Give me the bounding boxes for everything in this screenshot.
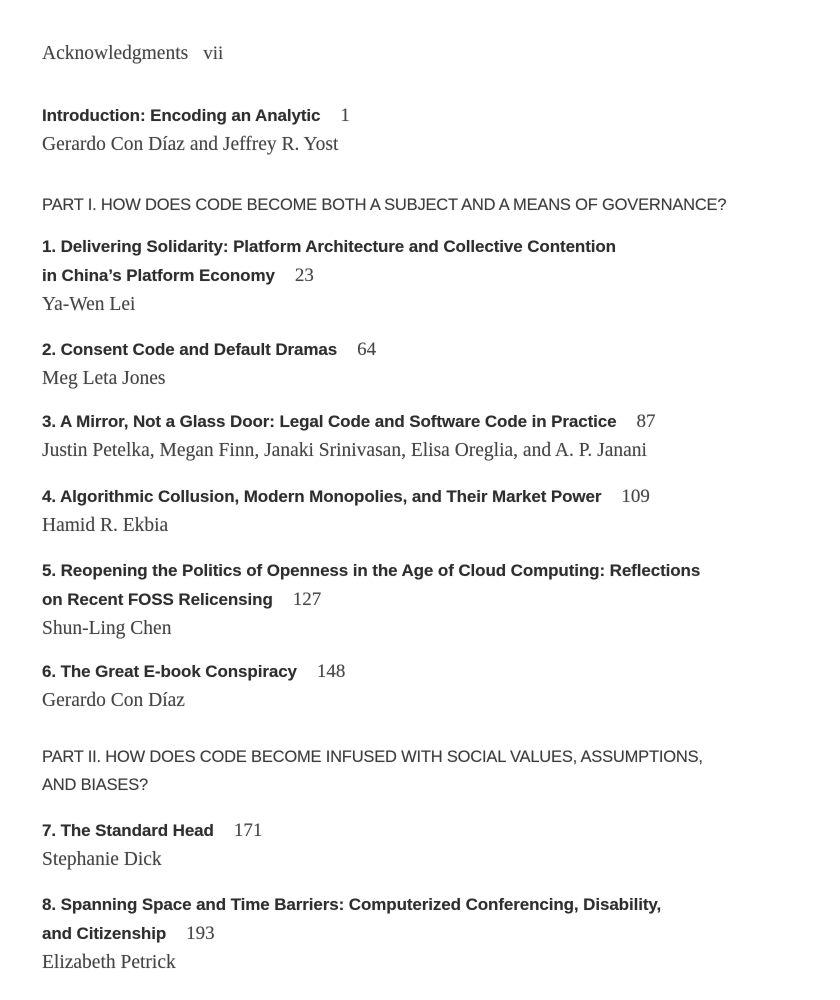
chapter-authors: Stephanie Dick [42, 849, 162, 870]
chapter-title: 4. Algorithmic Collusion, Modern Monopolies, and Their Market Power [42, 487, 602, 506]
chapter-title-continued: on Recent FOSS Relicensing [42, 590, 273, 609]
chapter-title-line [42, 817, 830, 846]
chapter-title: 1. Delivering Solidarity: Platform Architecture and Collective Contention [42, 237, 616, 256]
chapter-title-line [42, 336, 830, 365]
chapter-authors: Justin Petelka, Megan Finn, Janaki Srinivasan, Elisa Oreglia, and A. P. Janani [42, 440, 647, 461]
toc-entry-6 [42, 658, 830, 715]
page-number: 64 [357, 339, 377, 360]
chapter-title-continued: in China’s Platform Economy [42, 266, 275, 285]
chapter-title-line [42, 262, 830, 291]
chapter-authors: Hamid R. Ekbia [42, 515, 169, 536]
frontmatter-page-number: vii [203, 43, 224, 64]
page-number: 193 [186, 923, 215, 944]
chapter-title-line [42, 483, 830, 512]
toc-entry-4 [42, 483, 830, 540]
chapter-title-line [42, 233, 830, 262]
toc-entry-introduction [42, 102, 830, 159]
chapter-title: 6. The Great E-book Conspiracy [42, 662, 297, 681]
chapter-title-line [42, 920, 830, 949]
chapter-authors: Shun-Ling Chen [42, 618, 172, 639]
page-number: 1 [340, 105, 350, 126]
chapter-title-line [42, 557, 830, 586]
frontmatter-line [42, 40, 830, 68]
toc-entry-5 [42, 557, 830, 643]
chapter-title-continued: and Citizenship [42, 924, 167, 943]
part-heading-line: PART II. HOW DOES CODE BECOME INFUSED WITH SOCIAL VALUES, ASSUMPTIONS, [42, 748, 703, 766]
chapter-title-line [42, 586, 830, 615]
chapter-authors: Meg Leta Jones [42, 368, 166, 389]
frontmatter-label: Acknowledgments [42, 43, 189, 64]
chapter-title: 5. Reopening the Politics of Openness in the Age of Cloud Computing: Reflections [42, 561, 701, 580]
part-heading-line: PART I. HOW DOES CODE BECOME BOTH A SUBJECT AND A MEANS OF GOVERNANCE? [42, 196, 727, 214]
toc-entry-3 [42, 408, 830, 465]
toc-entry-8 [42, 891, 830, 977]
chapter-authors: Gerardo Con Díaz [42, 690, 185, 711]
part-heading-line: AND BIASES? [42, 776, 149, 794]
chapter-title-line [42, 102, 830, 131]
page-number: 127 [292, 589, 322, 610]
toc-entry-7 [42, 817, 830, 874]
page-number: 23 [294, 265, 314, 286]
part-heading-1 [42, 191, 830, 219]
page-number: 87 [636, 411, 656, 432]
chapter-title: 2. Consent Code and Default Dramas [42, 340, 338, 359]
toc-entry-2 [42, 336, 830, 393]
chapter-title: 7. The Standard Head [42, 821, 214, 840]
chapter-title-line [42, 408, 830, 437]
chapter-title: Introduction: Encoding an Analytic [42, 106, 321, 125]
chapter-title-line [42, 891, 830, 920]
chapter-authors: Gerardo Con Díaz and Jeffrey R. Yost [42, 134, 339, 155]
chapter-title: 3. A Mirror, Not a Glass Door: Legal Code and Software Code in Practice [42, 412, 617, 431]
page-number: 171 [233, 820, 263, 841]
page-number: 109 [621, 486, 650, 507]
toc-entry-1 [42, 233, 830, 319]
chapter-authors: Ya-Wen Lei [42, 294, 136, 315]
part-heading-2 [42, 743, 830, 799]
page-number: 148 [316, 661, 346, 682]
chapter-title: 8. Spanning Space and Time Barriers: Computerized Conferencing, Disability, [42, 895, 662, 914]
chapter-authors: Elizabeth Petrick [42, 952, 176, 973]
chapter-title-line [42, 658, 830, 687]
